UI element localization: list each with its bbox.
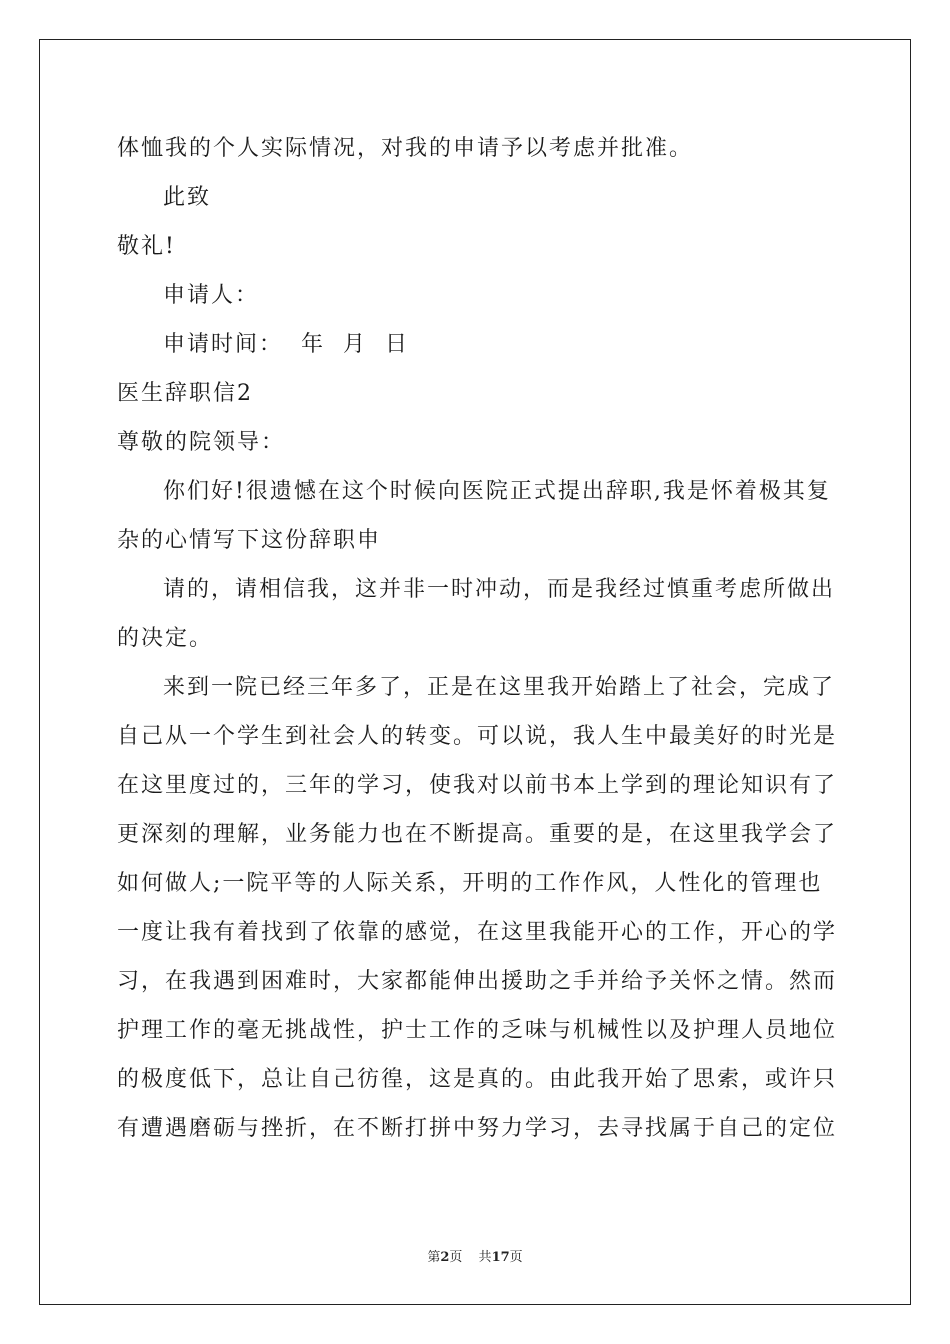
text-line: 更深刻的理解，业务能力也在不断提高。重要的是，在这里我学会了 <box>117 822 838 847</box>
text-line: 你们好!很遗憾在这个时候向医院正式提出辞职,我是怀着极其复 <box>163 479 831 504</box>
text-line: 自己从一个学生到社会人的转变。可以说，我人生中最美好的时光是 <box>117 724 838 749</box>
current-page-indicator: 第2页 <box>427 1250 463 1265</box>
closing-regards: 敬礼! <box>117 234 176 259</box>
text-line: 来到一院已经三年多了，正是在这里我开始踏上了社会，完成了 <box>163 675 836 700</box>
text-line: 的决定。 <box>117 626 214 651</box>
text-line: 杂的心情写下这份辞职申 <box>117 528 382 553</box>
text-line: 体恤我的个人实际情况，对我的申请予以考虑并批准。 <box>117 136 694 161</box>
total-pages-indicator: 共17页 <box>478 1250 523 1265</box>
greeting: 尊敬的院领导： <box>117 430 286 455</box>
section-title: 医生辞职信2 <box>117 381 253 406</box>
text-line: 护理工作的毫无挑战性，护士工作的乏味与机械性以及护理人员地位 <box>117 1018 838 1043</box>
text-line: 如何做人;一院平等的人际关系，开明的工作作风，人性化的管理也 <box>117 871 823 896</box>
text-line: 有遭遇磨砺与挫折，在不断打拼中努力学习，去寻找属于自己的定位 <box>117 1116 838 1141</box>
text-line: 一度让我有着找到了依靠的感觉，在这里我能开心的工作，开心的学 <box>117 920 838 945</box>
text-line: 请的，请相信我，这并非一时冲动，而是我经过慎重考虑所做出 <box>163 577 836 602</box>
text-line: 的极度低下，总让自己彷徨，这是真的。由此我开始了思索，或许只 <box>117 1067 838 1092</box>
application-date-label: 申请时间： 年 月 日 <box>163 332 409 357</box>
text-line: 在这里度过的，三年的学习，使我对以前书本上学到的理论知识有了 <box>117 773 838 798</box>
applicant-label: 申请人： <box>163 283 260 308</box>
document-body <box>117 124 837 1153</box>
closing-salutation: 此致 <box>163 185 212 210</box>
text-line: 习，在我遇到困难时，大家都能伸出援助之手并给予关怀之情。然而 <box>117 969 838 994</box>
page-footer <box>0 1246 950 1265</box>
